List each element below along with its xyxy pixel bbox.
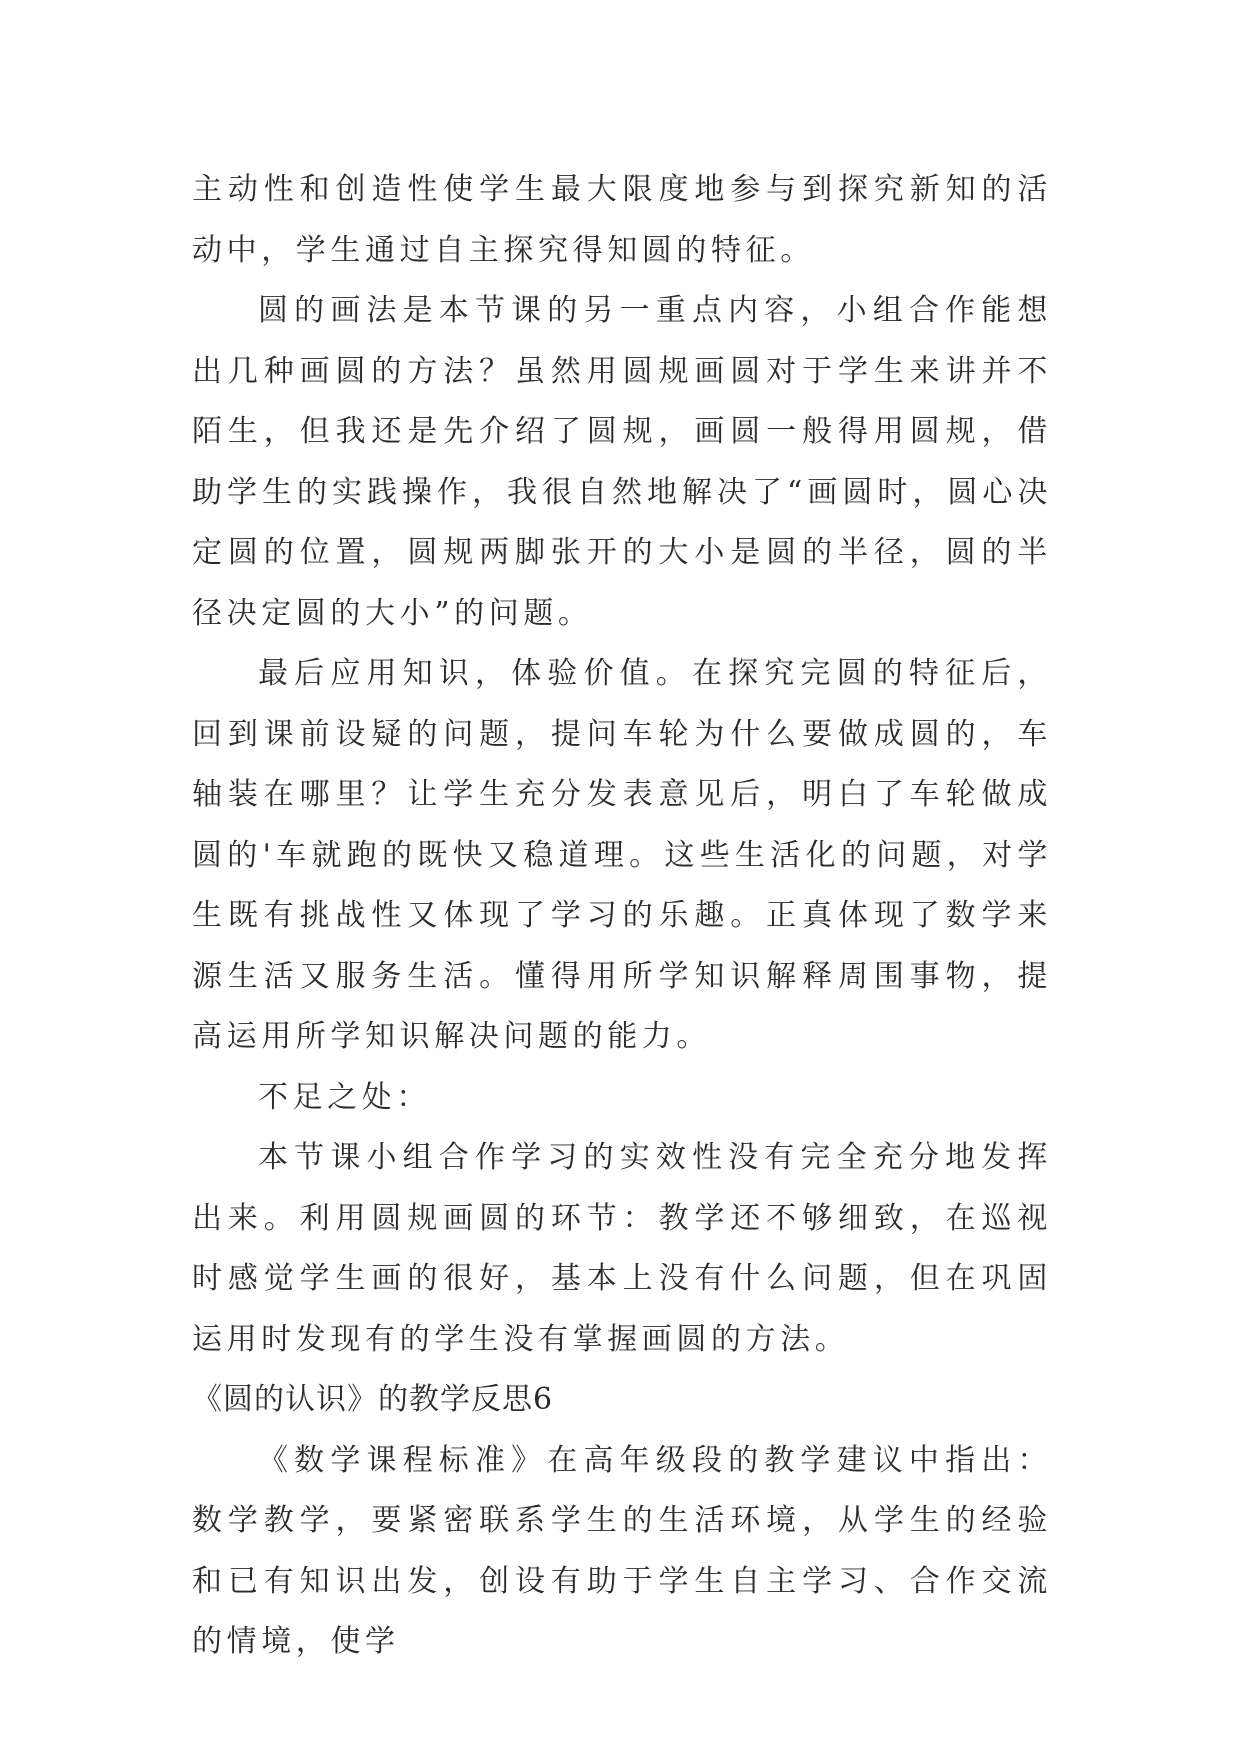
paragraph-2: 圆的画法是本节课的另一重点内容，小组合作能想出几种画圆的方法？虽然用圆规画圆对于学生来讲并不陌生，但我还是先介绍了圆规，画圆一般得用圆规，借助学生的实践操作，我很自然地解决了“画圆时，圆心决定圆的位置，圆规两脚张开的大小是圆的半径，圆的半径决定圆的大小”的问题。 [192, 293, 1052, 631]
paragraph-6: 《数学课程标准》在高年级段的教学建议中指出：数学教学，要紧密联系学生的生活环境，从学生的经验和已有知识出发，创设有助于学生自主学习、合作交流的情境，使学 [192, 1442, 1052, 1659]
document-body [192, 160, 1052, 1673]
paragraph-5: 本节课小组合作学习的实效性没有完全充分地发挥出来。利用圆规画圆的环节：教学还不够细致，在巡视时感觉学生画的很好，基本上没有什么问题，但在巩固运用时发现有的学生没有掌握画圆的方法。 [192, 1140, 1052, 1357]
paragraph-3: 最后应用知识，体验价值。在探究完圆的特征后，回到课前设疑的问题，提问车轮为什么要做成圆的，车轴装在哪里？让学生充分发表意见后，明白了车轮做成圆的'车就跑的既快又稳道理。这些生活化的问题，对学生既有挑战性又体现了学习的乐趣。正真体现了数学来源生活又服务生活。懂得用所学知识解释周围事物，提高运用所学知识解决问题的能力。 [192, 656, 1052, 1054]
section-heading: 《圆的认识》的教学反思6 [192, 1382, 554, 1417]
paragraph-shortcomings-label: 不足之处： [258, 1079, 431, 1115]
paragraph-1: 主动性和创造性使学生最大限度地参与到探究新知的活动中，学生通过自主探究得知圆的特征。 [192, 172, 1052, 268]
